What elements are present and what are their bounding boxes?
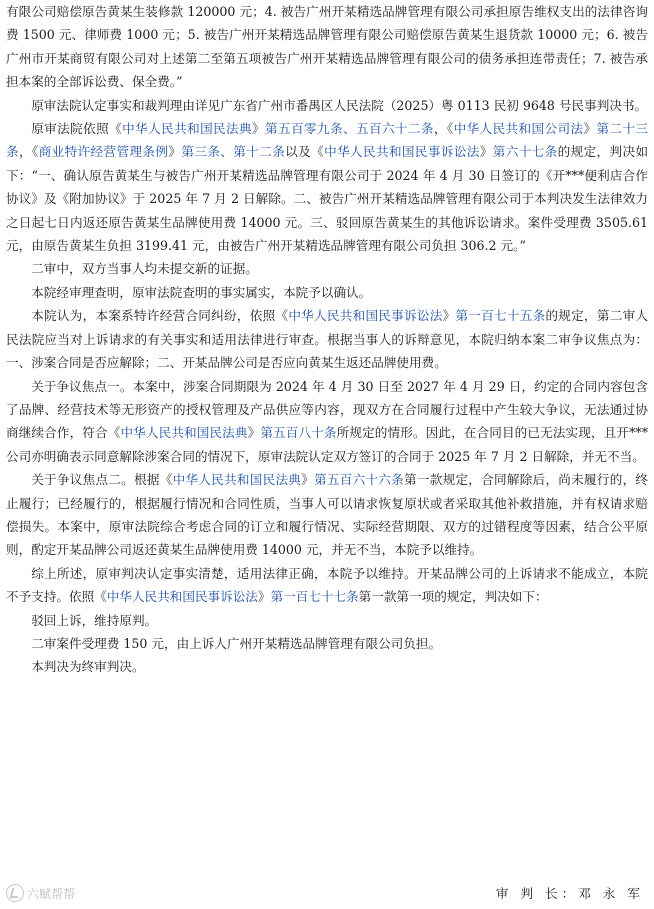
judgment-document [6,0,648,679]
text-segment: 》 [252,121,266,137]
text-segment: 原审法院认定事实和裁判理由详见广东省广州市番禺区人民法院（2025）粤 0113 民初 9648 号民事判决书。 [31,97,648,113]
text-segment: 所规定的情形。因此，在合同目的已无法实现，且开***公司亦明确表示同意解除涉案合同的情况下，原审法院认定双方签订的合同于 2025 年 7 月 2 日解除，并无不当。 [6,425,649,464]
law-link-company-law[interactable]: 中华人民共和国公司法 [453,121,584,137]
law-link-civil-procedure-article-175[interactable]: 第一百七十五条 [455,308,546,324]
law-link-civil-code-article-566[interactable]: 第五百六十六条 [314,472,405,488]
watermark [6,884,75,902]
law-link-franchise-regulation-articles[interactable]: 第三条、第十二条 [181,144,286,160]
text-segment: 本院经审理查明，原审法院查明的事实属实，本院予以确认。 [31,284,372,300]
text-segment: 》 [301,472,315,488]
text-segment: 驳回上诉，维持原判。 [31,612,158,628]
text-segment: 二审中，双方当事人均未提交新的证据。 [31,261,258,277]
text-segment: 本院认为，本案系特许经营合同纠纷，依照《 [31,308,289,324]
text-segment: 》 [583,121,597,137]
paragraph-case-fee [6,632,648,655]
text-segment: 》 [442,308,456,324]
text-segment: 第一款第一项的规定，判决如下： [358,589,548,605]
paragraph-final-judgment [6,655,648,678]
watermark-text: 六赋帮帮 [27,886,76,901]
law-link-civil-code-article-580[interactable]: 第五百八十条 [260,425,337,441]
text-segment: 本判决为终审判决。 [31,659,145,675]
presiding-judge-signature: 审 判 长：邓 永 军 [495,886,644,901]
law-link-civil-procedure-article[interactable]: 第六十七条 [492,144,558,160]
text-segment: 有限公司赔偿原告黄某生装修款 120000 元；4. 被告广州开某精选品牌管理有限公司承担原告维权支出的法律咨询费 1500 元、律师费 1000 元；5. 被告广州开某精选品牌管理有限公司赔偿原告黄某生退货款 10000 元；6. 被告广州市开某商贸有限公司对上述第二至第五项被告广州开某精选品牌管理有限公司的债务承担连带责任；7. 被告承担本案的全部诉讼费、保全费。” [6,4,648,90]
law-link-civil-procedure-law[interactable]: 中华人民共和国民事诉讼法 [324,144,480,160]
paragraph-court-opinion [6,304,648,374]
paragraph-prior-claims [6,0,648,94]
paragraph-issue-two [6,468,648,562]
text-segment: 》 [168,144,182,160]
law-link-civil-code[interactable]: 中华人民共和国民法典 [122,121,253,137]
text-segment: 》 [479,144,493,160]
paragraph-no-new-evidence [6,257,648,280]
paragraph-ruling [6,609,648,632]
text-segment: 关于争议焦点一。本案中，涉案合同期限为 2024 年 4 月 30 日至 2027 年 4 月 29 日，约定的合同内容包含了品牌、经营技术等无形资产的授权管理及产品供应等内容，现双方在合同履行过程中产生较大争议，无法通过协商继续合作，符合《 [6,378,648,441]
text-segment: ，《 [18,144,39,160]
text-segment: 的规定，第二审人民法院应当对上诉请求的有关事实和适用法律进行审查。根据当事人的诉辩意见，本院归纳本案二审争议焦点为：一、涉案合同是否应解除；二、开某品牌公司是否应向黄某生返还品牌使用费。 [6,308,649,371]
paragraph-conclusion [6,562,648,609]
text-segment: 》 [247,425,261,441]
law-link-civil-procedure-law[interactable]: 中华人民共和国民事诉讼法 [106,589,258,605]
law-link-civil-code-articles[interactable]: 第五百零九条、五百六十二条 [265,121,434,137]
text-segment: 关于争议焦点二。根据《 [31,472,173,488]
law-link-civil-procedure-article-177[interactable]: 第一百七十七条 [270,589,359,605]
paragraph-first-instance-judgment [6,117,648,257]
text-segment: 第一款规定，合同解除后，尚未履行的，终止履行；已经履行的，根据履行情况和合同性质，当事人可以请求恢复原状或者采取其他补救措施，并有权请求赔偿损失。本案中，原审法院综合考虑合同的订立和履行情况、实际经营期限、双方的过错程度等因素，结合公平原则，酌定开某品牌公司返还黄某生品牌使用费 14000 元，并无不当，本院予以维持。 [6,472,649,558]
law-link-company-law-article[interactable]: 第二十三条 [6,121,649,160]
text-segment: 的规定，判决如下：“一、确认原告黄某生与被告广州开某精选品牌管理有限公司于 2024 年 4 月 30 日签订的《开***便利店合作协议》及《附加协议》于 2025 年 7 月 2 日解除。二、被告广州开某精选品牌管理有限公司于本判决发生法律效力之日起七日内返还原告黄某生品牌使用费 14000 元。三、驳回原告黄某生的其他诉讼请求。案件受理费 3505.61 元，由原告黄某生负担 3199.41 元，由被告广州开某精选品牌管理有限公司负担 306.2 元。” [6,144,649,254]
text-segment: 二审案件受理费 150 元，由上诉人广州开某精选品牌管理有限公司负担。 [31,635,442,651]
law-link-civil-code[interactable]: 中华人民共和国民法典 [172,472,302,488]
paragraph-issue-one [6,375,648,469]
law-link-civil-procedure-law[interactable]: 中华人民共和国民事诉讼法 [288,308,443,324]
law-link-franchise-regulation[interactable]: 商业特许经营管理条例 [38,144,169,160]
law-link-civil-code[interactable]: 中华人民共和国民法典 [120,425,248,441]
paragraph-facts-confirmed [6,281,648,304]
logo-icon [6,884,24,902]
text-segment: 以及《 [285,144,325,160]
text-segment: ，《 [433,121,454,137]
paragraph-facts-reference [6,94,648,117]
text-segment: 原审法院依照《 [31,121,123,137]
text-segment: 综上所述，原审判决认定事实清楚，适用法律正确，本院予以维持。开某品牌公司的上诉请求不能成立，本院不予支持。依照《 [6,565,648,605]
text-segment: 》 [257,589,271,605]
page-footer [0,878,654,909]
